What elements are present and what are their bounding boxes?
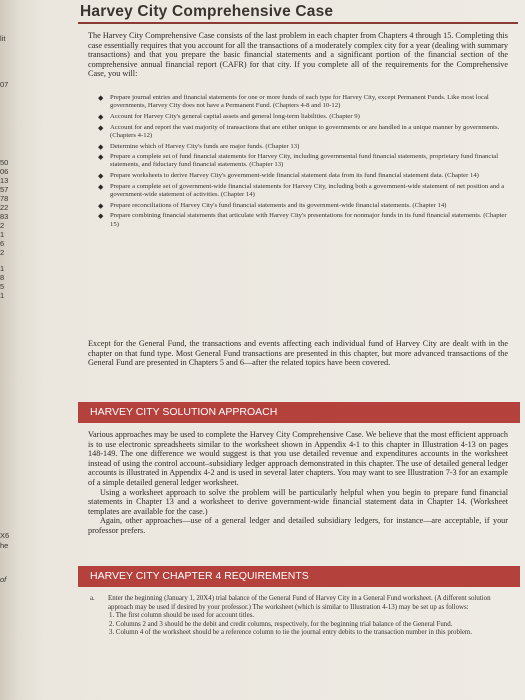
list-item: 1. The first column should be used for account titles. bbox=[109, 612, 255, 619]
solution-approach-text bbox=[88, 430, 508, 536]
margin-fragment: he bbox=[0, 541, 9, 550]
page-title: Harvey City Comprehensive Case bbox=[80, 3, 334, 20]
diamond-bullet-icon: ◆ bbox=[98, 182, 104, 191]
list-item: 2. Columns 2 and 3 should be the debit and credit columns, respectively, for the beginning trial balance of the General Fund. bbox=[109, 620, 453, 628]
margin-fragment: lit bbox=[0, 34, 6, 43]
section-heading-chapter-4-requirements: HARVEY CITY CHAPTER 4 REQUIREMENTS bbox=[78, 566, 520, 587]
margin-fragment: 1 bbox=[0, 264, 5, 273]
approach-paragraph: Various approaches may be used to complete the Harvey City Comprehensive Case. We believe that the most efficient approach is to use electronic spreadsheets similar to the worksheet shown in Appendix 4-1 to this chapter in Illustration 4-13 on pages 148-149. The one difference we would suggest is that you use detailed revenue and expenditures accounts in the worksheet instead of using the control account–subsidiary ledger approach demonstrated in this chapter. The use of detailed general ledger accounts is illustrated in Appendix 4-2 and is used in several later chapters. You may want to see Illustration 7-3 for an example of a simple detailed general ledger worksheet. bbox=[88, 430, 508, 487]
margin-fragment: 06 bbox=[0, 167, 9, 176]
margin-fragment: of bbox=[0, 575, 7, 584]
diamond-bullet-icon: ◆ bbox=[98, 153, 104, 162]
general-fund-paragraph: Except for the General Fund, the transactions and events affecting each individual fund of Harvey City are dealt with in the chapter on that fund type. Most General Fund transactions are presented in this chapter, but more advanced transactions of the General Fund are presented in Chapters 5 and 6—after the related topics have been covered. bbox=[88, 339, 508, 368]
list-item: ◆ Prepare a complete set of government-wide financial statements for Harvey City, including both a government-wide statement of net position and a government-wide statement of activities. (Chapter 14) bbox=[98, 182, 505, 199]
margin-fragment: 1 bbox=[0, 291, 5, 300]
diamond-bullet-icon: ◆ bbox=[98, 112, 104, 121]
approach-paragraph: Using a worksheet approach to solve the problem will be particularly helpful when you begin to prepare fund financial statements in Chapter 13 and a worksheet to derive government-wide financial statement data in Chapter 14. (Worksheet templates are available for the case.) bbox=[88, 487, 508, 516]
list-item: ◆ Account for Harvey City's general capital assets and general long-term liabilities. (Chapter 9) bbox=[98, 112, 360, 121]
diamond-bullet-icon: ◆ bbox=[98, 123, 104, 132]
list-item: ◆ Account for and report the vast majority of transactions that are either unique to governments or are handled in a unique manner by governments. (Chapters 4-12) bbox=[98, 123, 500, 139]
margin-fragment: 5 bbox=[0, 282, 5, 291]
list-item: ◆ Prepare a complete set of fund financial statements for Harvey City, including governmental fund financial statements, proprietary fund financial statements, and fiduciary fund financial statements. (Chapter 13) bbox=[98, 153, 499, 169]
margin-fragment: 6 bbox=[0, 239, 5, 248]
margin-fragment: 13 bbox=[0, 176, 9, 185]
intro-paragraph: The Harvey City Comprehensive Case consists of the last problem in each chapter from Chapters 4 through 15. Completing this case essentially requires that you account for all the transactions of a moderately complex city for a year (dealing with summary transactions) and that you prepare the basic financial statements and a significant portion of the financial section of the comprehensive annual financial report (CAFR) for that city. If you complete all of the requirements for the Comprehensive Case, you will: bbox=[88, 31, 508, 79]
approach-paragraph: Again, other approaches—use of a general ledger and detailed subsidiary ledgers, for instance—are acceptable, if your professor prefers. bbox=[88, 516, 508, 535]
list-item: ◆ Prepare combining financial statements that articulate with Harvey City's presentations for nonmajor funds in its fund financial statements. (Chapter 15) bbox=[98, 212, 507, 228]
margin-fragment: 22 bbox=[0, 203, 9, 212]
margin-fragment: X6 bbox=[0, 531, 10, 540]
margin-fragment: 50 bbox=[0, 158, 9, 167]
margin-fragment: 83 bbox=[0, 212, 9, 221]
list-item: ◆ Determine which of Harvey City's funds are major funds. (Chapter 13) bbox=[98, 142, 300, 151]
list-item: ◆ Prepare worksheets to derive Harvey City's government-wide financial statement data from its fund financial statement data. (Chapter 14) bbox=[98, 172, 479, 181]
requirement-a: Enter the beginning (January 1, 20X4) trial balance of the General Fund of Harvey City in a General Fund worksheet. (A different solution approach may be used if desired by your professor.) The worksheet (which is similar to Illustration 4-13) may be set up as follows: bbox=[108, 595, 491, 611]
diamond-bullet-icon: ◆ bbox=[98, 142, 104, 151]
facing-page-margin bbox=[0, 0, 22, 700]
margin-fragment: 1 bbox=[0, 230, 5, 239]
title-rule bbox=[78, 22, 518, 24]
chapter-4-requirements bbox=[90, 595, 508, 638]
requirement-label: a. bbox=[90, 595, 95, 602]
margin-fragment: 8 bbox=[0, 273, 5, 282]
worksheet-setup-list bbox=[96, 612, 508, 638]
margin-fragment: 78 bbox=[0, 194, 9, 203]
requirements-list bbox=[98, 94, 508, 231]
diamond-bullet-icon: ◆ bbox=[98, 94, 104, 102]
margin-fragment: 2 bbox=[0, 221, 5, 230]
section-heading-solution-approach: HARVEY CITY SOLUTION APPROACH bbox=[78, 402, 520, 423]
margin-fragment: 07 bbox=[0, 80, 9, 89]
margin-fragment: 2 bbox=[0, 248, 5, 257]
diamond-bullet-icon: ◆ bbox=[98, 201, 104, 210]
margin-fragment: 57 bbox=[0, 185, 9, 194]
list-item: ◆ Prepare journal entries and financial statements for one or more funds of each type for Harvey City, except Permanent Funds. Like most local governments, Harvey City does not have a Permanent Fund. (Chapters 4-8 and 10-12) bbox=[98, 94, 489, 110]
diamond-bullet-icon: ◆ bbox=[98, 212, 104, 221]
list-item: 3. Column 4 of the worksheet should be a reference column to tie the journal entry debits to the transaction number in this problem. bbox=[109, 629, 473, 636]
list-item: ◆ Prepare reconciliations of Harvey City's fund financial statements and its government-wide financial statements. (Chapter 14) bbox=[98, 201, 447, 210]
diamond-bullet-icon: ◆ bbox=[98, 172, 104, 181]
